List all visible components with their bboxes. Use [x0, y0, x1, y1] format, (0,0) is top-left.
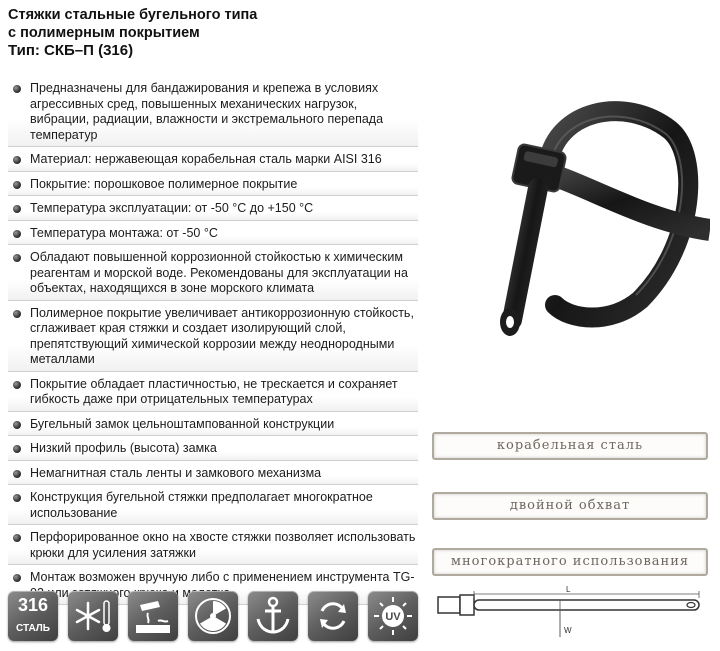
feature-text: Температура эксплуатации: от -50 °C до +150 °C: [30, 201, 314, 215]
feature-item: [8, 249, 418, 301]
bullet-icon: [13, 310, 21, 318]
width-label: W: [564, 626, 572, 635]
feature-text: Предназначены для бандажирования и крепежа в условиях агрессивных сред, повышенных механических нагрузок, вибрации, радиации, влажности и экстремального перепада температур: [30, 81, 384, 142]
chemical-resistance-icon: [128, 591, 178, 641]
feature-list: [8, 80, 418, 605]
feature-text: Покрытие обладает пластичностью, не трескается и сохраняет гибкость даже при отрицательных температурах: [30, 376, 398, 406]
feature-text: Перфорированное окно на хвосте стяжки позволяет использовать крюки для усиления затяжки: [30, 530, 416, 560]
steel-316-icon: [8, 591, 58, 641]
stamp-reusable: многократного использования: [432, 548, 708, 576]
feature-icons: [8, 591, 418, 647]
dimension-drawing: [430, 585, 710, 645]
bullet-icon: [13, 381, 21, 389]
feature-item: [8, 489, 418, 525]
frost-heat-icon: [68, 591, 118, 641]
bullet-icon: [13, 205, 21, 213]
bullet-icon: [13, 421, 21, 429]
radiation-icon: [188, 591, 238, 641]
feature-text: Температура монтажа: от -50 °C: [30, 225, 218, 240]
feature-text: Низкий профиль (высота) замка: [30, 441, 217, 455]
bullet-icon: [13, 230, 21, 238]
bullet-icon: [13, 574, 21, 582]
feature-text: Немагнитная сталь ленты и замкового механизма: [30, 465, 322, 480]
feature-text: Монтаж возможен вручную либо с применением инструмента TG- или: [30, 570, 415, 600]
cable-tie-image: [460, 70, 710, 360]
title-line-1: Стяжки стальные бугельного типа: [8, 7, 258, 23]
bullet-icon: [13, 181, 21, 189]
feature-item: [8, 376, 418, 412]
feature-item: [8, 176, 418, 197]
feature-item: [8, 440, 418, 461]
feature-item: [8, 151, 418, 172]
stamp-marine-steel: корабельная сталь: [432, 432, 708, 460]
type-label: Тип: СКБ–П (316): [8, 42, 134, 59]
feature-text: Конструкция бугельной стяжки предполагает многократное использование: [30, 490, 373, 520]
page-title: [8, 6, 428, 60]
uv-resistant-icon: [368, 591, 418, 641]
feature-item: [8, 225, 418, 246]
feature-item: [8, 305, 418, 372]
title-line-2: с полимерным покрытием: [8, 25, 200, 41]
reusable-icon: [308, 591, 358, 641]
bullet-icon: [13, 156, 21, 164]
feature-text: Обладают повышенной коррозионной стойкостью к химическим реагентам и морской воде. Рекомендованы для эксплуатации на объектах, находящихся в зоне морского климата: [30, 250, 408, 295]
length-label: L: [566, 585, 571, 594]
feature-item: [8, 465, 418, 486]
bullet-icon: [13, 494, 21, 502]
stamp-double-wrap: двойной обхват: [432, 492, 708, 520]
feature-text: Покрытие: порошковое полимерное покрытие: [30, 176, 298, 191]
uv-label: UV: [385, 611, 401, 623]
feature-item: [8, 416, 418, 437]
bullet-icon: [13, 445, 21, 453]
feature-item: [8, 200, 418, 221]
bullet-icon: [13, 85, 21, 93]
steel-number: 316: [17, 595, 49, 615]
feature-item: [8, 80, 418, 147]
bullet-icon: [13, 254, 21, 262]
feature-text: Бугельный замок цельноштампованной конструкции: [30, 416, 335, 431]
bullet-icon: [13, 470, 21, 478]
bullet-icon: [13, 534, 21, 542]
steel-label: СТАЛЬ: [16, 623, 50, 634]
anchor-icon: [248, 591, 298, 641]
feature-item: [8, 529, 418, 565]
feature-text: Материал: нержавеющая корабельная сталь марки AISI 316: [30, 152, 382, 166]
feature-text: Полимерное покрытие увеличивает антикоррозионную стойкость, сглаживает края стяжки и создает изолирующий слой, препятствующий химической коррозии между неоднородными металлами: [30, 305, 414, 366]
